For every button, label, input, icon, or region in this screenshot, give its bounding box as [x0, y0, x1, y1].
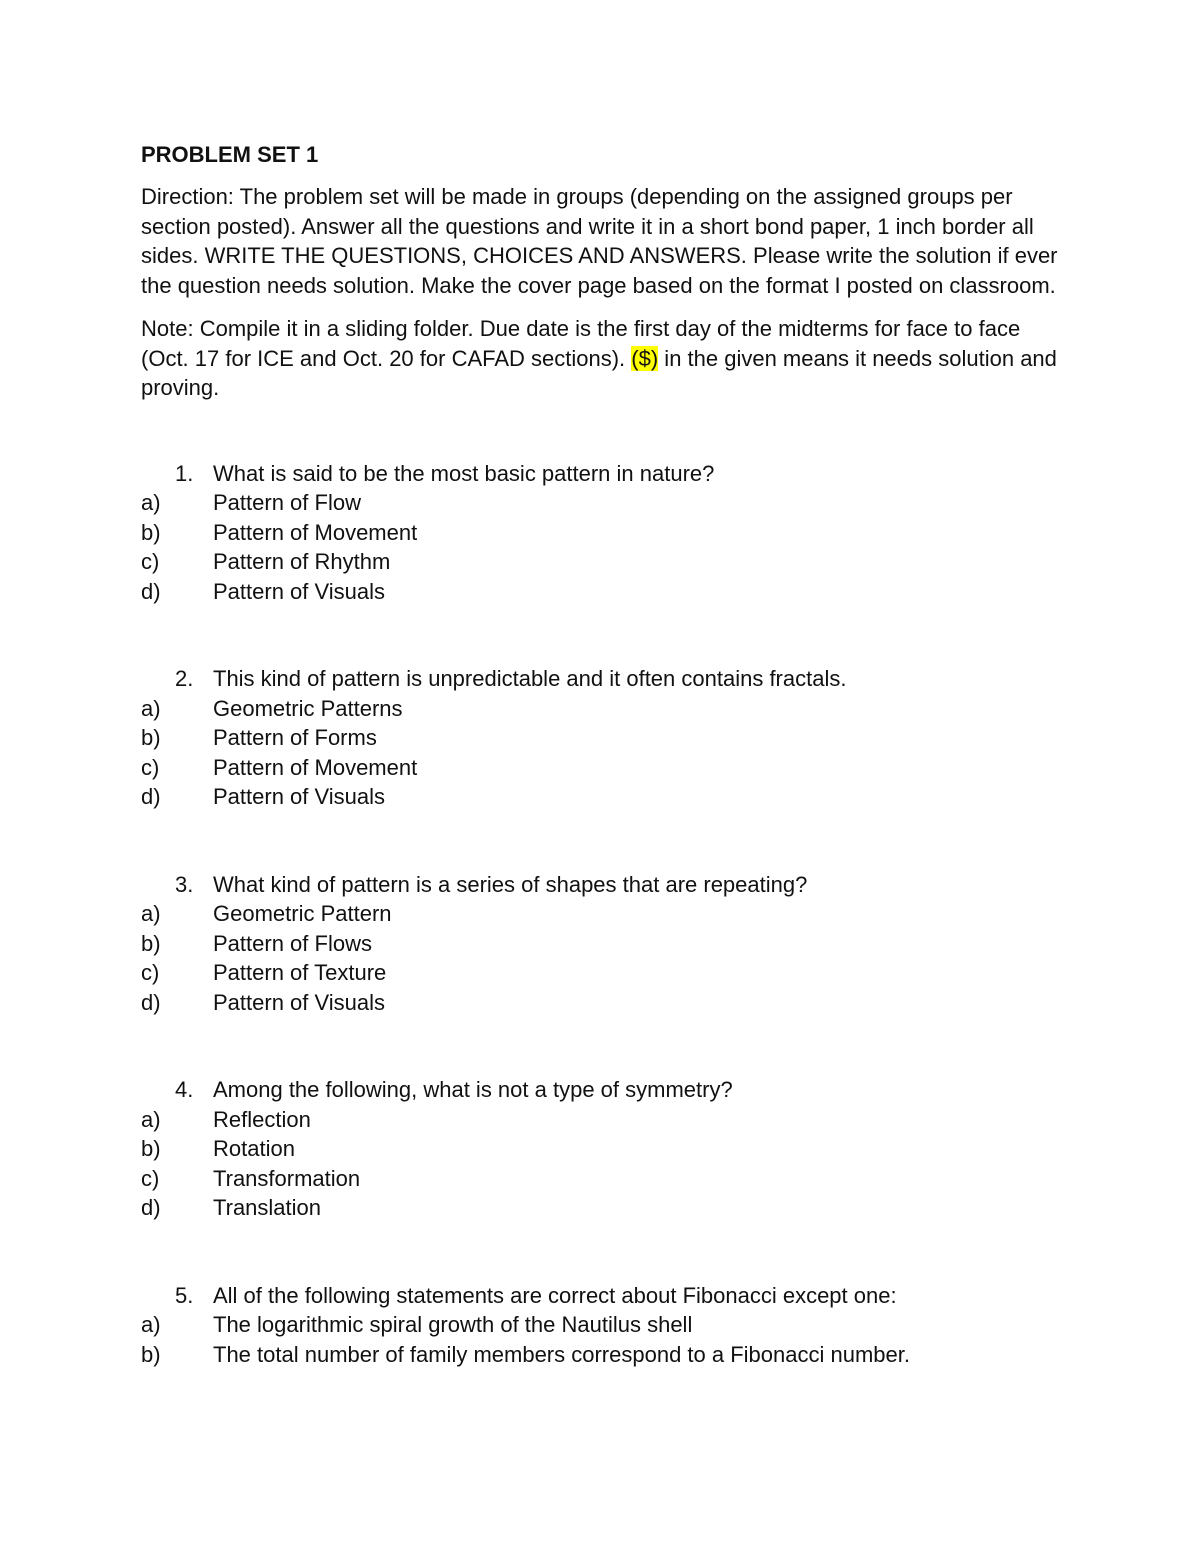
choice-letter: d): [141, 989, 161, 1015]
question-text: This kind of pattern is unpredictable and it often contains fractals.: [213, 666, 847, 691]
question-line: [141, 1281, 1061, 1311]
question-number: 1.: [175, 460, 194, 486]
question-text: What is said to be the most basic pattern in nature?: [213, 460, 715, 486]
choice-item: [141, 1164, 1061, 1194]
question-text: All of the following statements are correct about Fibonacci except one:: [213, 1282, 897, 1308]
choice-letter: c): [141, 1165, 160, 1191]
question-number: 3.: [175, 871, 194, 897]
choice-text: Pattern of Texture: [213, 960, 387, 985]
question-number: 4.: [175, 1077, 194, 1102]
choice-item: [141, 929, 1061, 959]
question-line: [141, 664, 1061, 694]
choice-letter: c): [141, 754, 160, 780]
question-4: [141, 1075, 1061, 1223]
choice-item: [141, 753, 1061, 783]
choice-item: [141, 1310, 1061, 1340]
choice-text: Pattern of Visuals: [213, 784, 386, 809]
choice-item: [141, 488, 1061, 518]
choice-letter: b): [141, 725, 161, 750]
choice-text: The logarithmic spiral growth of the Nautilus shell: [213, 1312, 693, 1337]
choice-item: [141, 1193, 1061, 1223]
choice-letter: a): [141, 901, 161, 926]
choice-item: [141, 1340, 1061, 1370]
choice-item: [141, 1105, 1061, 1135]
choice-letter: b): [141, 930, 161, 956]
note-text-after: in the given means it needs solution and proving.: [141, 345, 1057, 400]
question-number: 5.: [175, 1282, 194, 1308]
choice-letter: b): [141, 1136, 161, 1161]
choice-text: Pattern of Visuals: [213, 989, 386, 1015]
document-page: [141, 140, 1061, 1427]
choice-letter: d): [141, 578, 161, 604]
choice-letter: c): [141, 960, 160, 985]
document-title: PROBLEM SET 1: [141, 142, 319, 167]
note-paragraph: [141, 314, 1061, 403]
choice-text: Pattern of Visuals: [213, 578, 386, 604]
question-1: [141, 459, 1061, 607]
choice-letter: b): [141, 1341, 161, 1367]
choice-letter: a): [141, 1312, 161, 1337]
question-5: [141, 1281, 1061, 1370]
question-line: [141, 1075, 1061, 1105]
choice-letter: b): [141, 519, 161, 545]
choice-letter: d): [141, 784, 161, 809]
choice-item: [141, 1134, 1061, 1164]
choice-letter: c): [141, 549, 160, 574]
choice-text: Pattern of Flow: [213, 490, 361, 515]
question-list: [141, 459, 1061, 1370]
choice-text: Pattern of Flows: [213, 930, 372, 956]
choice-text: Pattern of Movement: [213, 519, 418, 545]
choice-item: [141, 577, 1061, 607]
choice-text: Transformation: [213, 1165, 361, 1191]
question-text: Among the following, what is not a type of symmetry?: [213, 1077, 733, 1102]
choice-letter: d): [141, 1195, 161, 1220]
choice-item: [141, 958, 1061, 988]
question-text: What kind of pattern is a series of shapes that are repeating?: [213, 871, 808, 897]
choice-text: Geometric Patterns: [213, 695, 403, 721]
choice-letter: a): [141, 490, 161, 515]
choice-text: The total number of family members correspond to a Fibonacci number.: [213, 1341, 910, 1367]
question-2: [141, 664, 1061, 812]
choice-text: Geometric Pattern: [213, 901, 392, 926]
choice-text: Pattern of Movement: [213, 754, 418, 780]
question-number: 2.: [175, 666, 194, 691]
direction-paragraph: Direction: The problem set will be made in groups (depending on the assigned groups per section posted). Answer all the questions and write it in a short bond paper, 1 inch border all sides. WRITE THE QUESTIONS, CHOICES AND ANSWERS. Please write the solution if ever the question needs solution. Make the cover page based on the format I posted on classroom.: [141, 184, 1058, 298]
choice-item: [141, 782, 1061, 812]
choice-item: [141, 547, 1061, 577]
choice-text: Pattern of Forms: [213, 725, 377, 750]
choice-text: Pattern of Rhythm: [213, 549, 391, 574]
choice-item: [141, 988, 1061, 1018]
choice-text: Rotation: [213, 1136, 295, 1161]
choice-item: [141, 518, 1061, 548]
choice-item: [141, 694, 1061, 724]
choice-letter: a): [141, 695, 161, 721]
choice-letter: a): [141, 1106, 161, 1132]
choice-item: [141, 723, 1061, 753]
note-text-before: Note: Compile it in a sliding folder. Due date is the first day of the midterms for face to face (Oct. 17 for ICE and Oct. 20 for CAFAD sections).: [141, 316, 1021, 371]
choice-text: Reflection: [213, 1106, 311, 1132]
choice-text: Translation: [213, 1195, 322, 1220]
question-3: [141, 870, 1061, 1018]
question-line: [141, 459, 1061, 489]
note-highlight: ($): [631, 345, 659, 371]
question-line: [141, 870, 1061, 900]
choice-item: [141, 899, 1061, 929]
